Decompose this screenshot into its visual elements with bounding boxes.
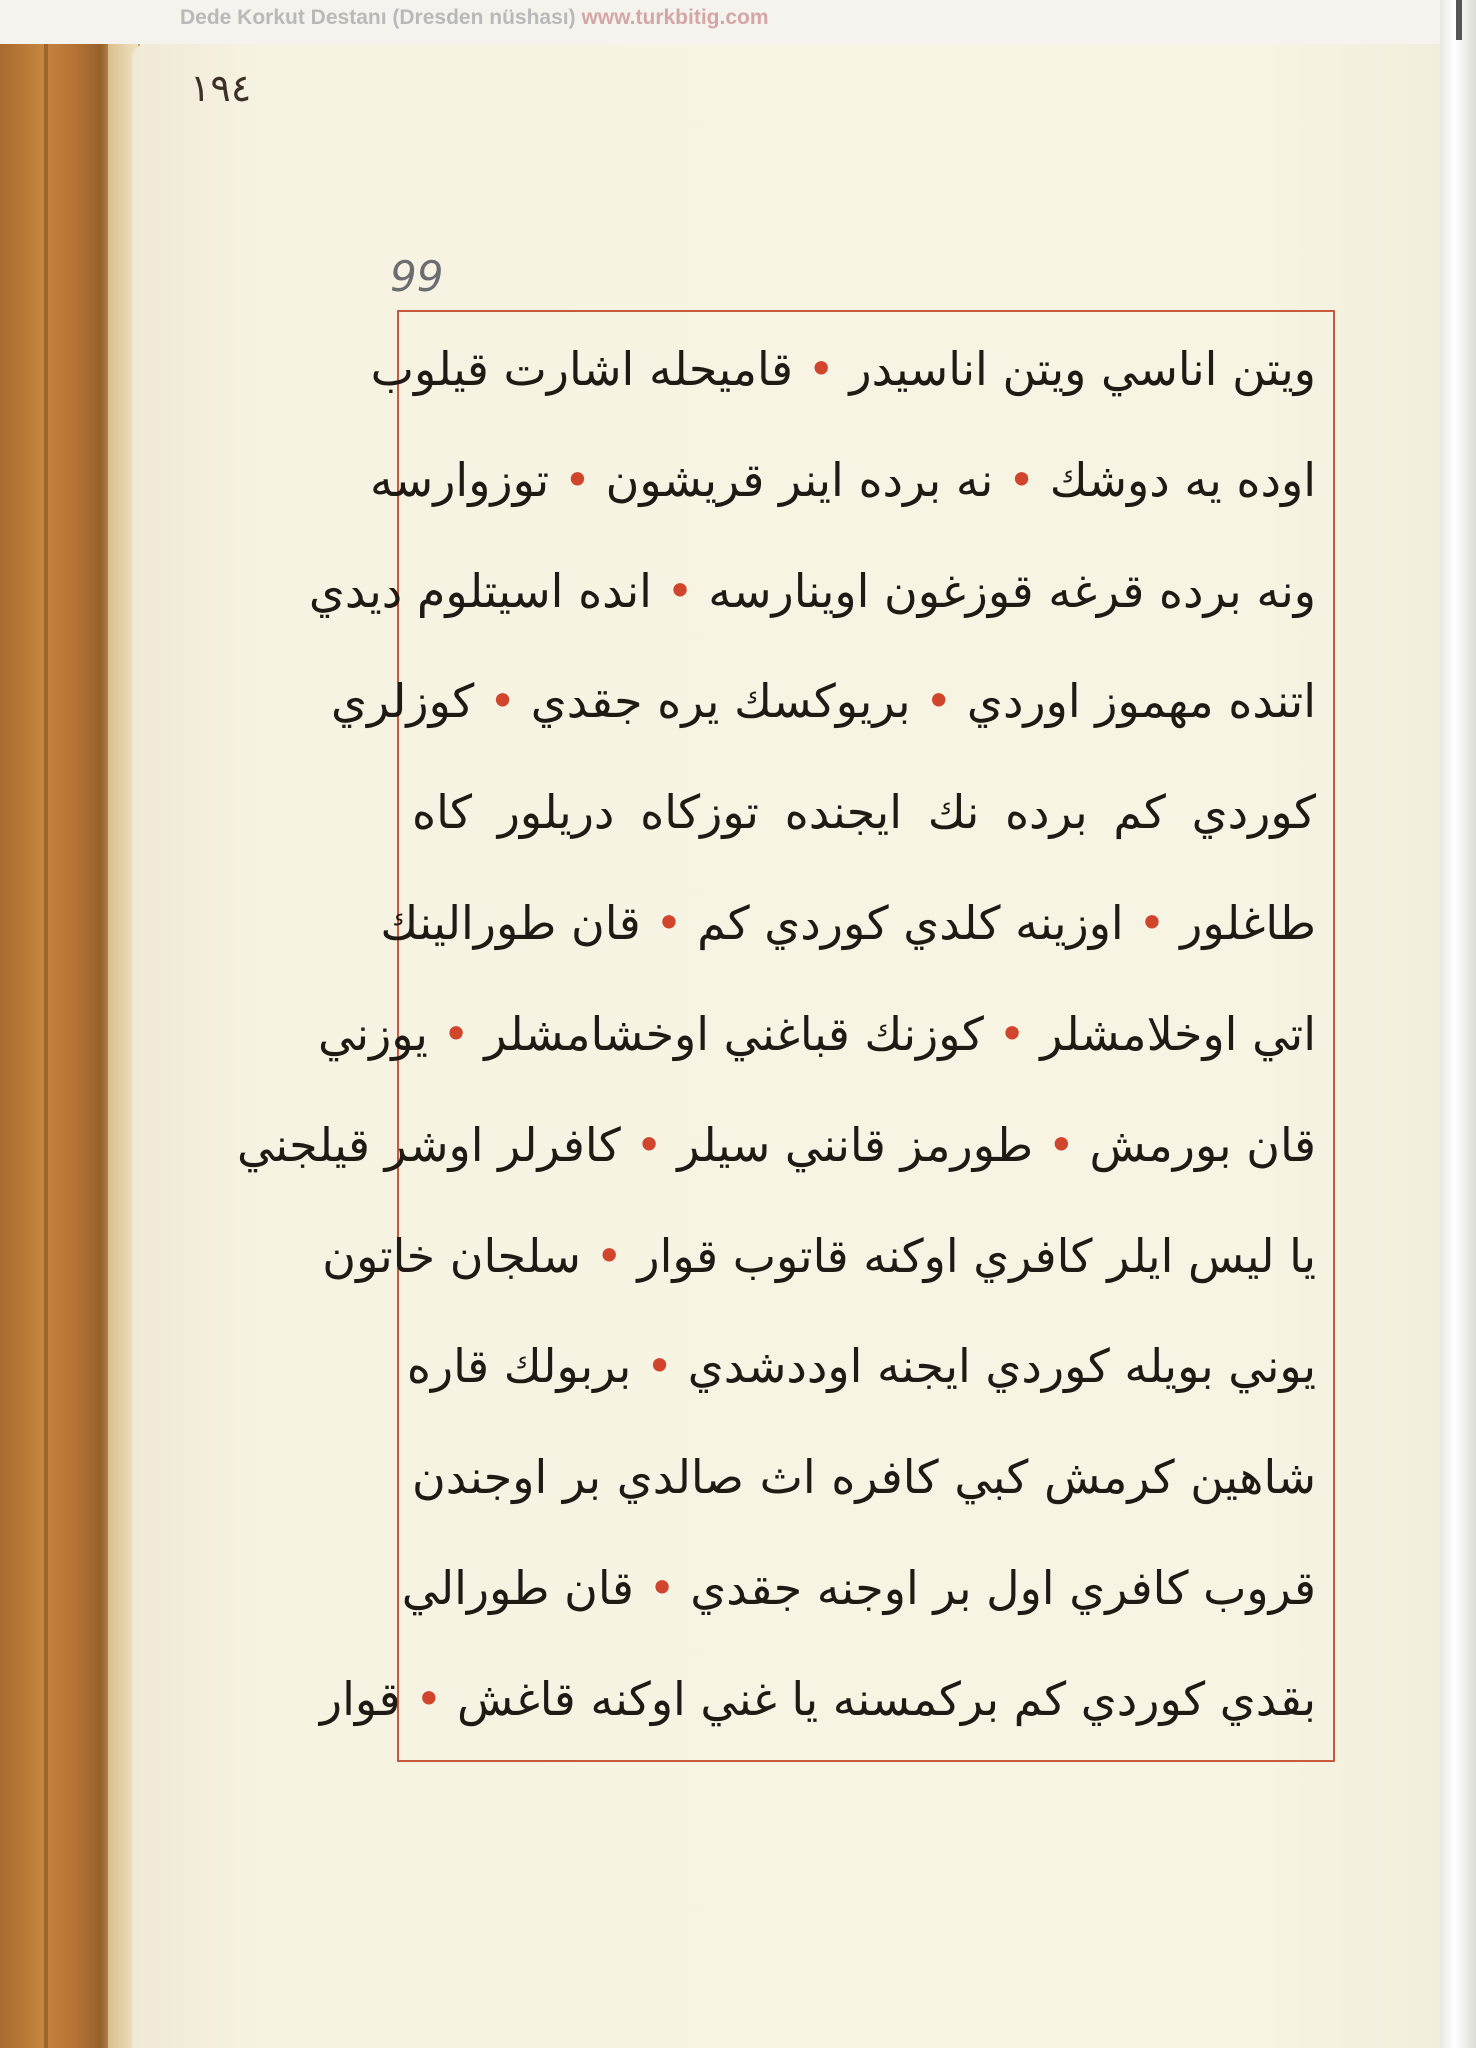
red-punctuation-dot: • — [655, 896, 683, 951]
red-punctuation-dot: • — [807, 342, 835, 396]
red-punctuation-dot: • — [1007, 452, 1036, 507]
watermark-caption — [180, 6, 769, 30]
cover-spine-line — [44, 44, 48, 2048]
manuscript-line: طاغلور • اوزينه كلدي كوردي كم • قان طورالينك — [380, 896, 1316, 951]
manuscript-line: قان بورمش • طورمز قانني سيلر • كافرلر اوشر قيلجني — [236, 1117, 1316, 1172]
red-punctuation-dot: • — [595, 1228, 623, 1283]
red-punctuation-dot: • — [925, 674, 953, 729]
manuscript-line: اوده يه دوشك • نه برده اينر قريشون • توزوارسه — [370, 452, 1316, 507]
folio-number: ١٩٤ — [190, 66, 252, 110]
red-punctuation-dot: • — [563, 452, 591, 507]
watermark-url: www.turkbitig.com — [581, 6, 769, 29]
manuscript-line: بقدي كوردي كم بركمسنه يا غني اوكنه قاغش • قوار — [319, 1671, 1316, 1726]
manuscript-line: شاهين كرمش كبي كافره اث صالدي بر اوجندن — [412, 1450, 1316, 1505]
red-punctuation-dot: • — [648, 1561, 676, 1616]
red-punctuation-dot: • — [645, 1339, 674, 1394]
red-punctuation-dot: • — [998, 1006, 1026, 1061]
red-punctuation-dot: • — [442, 1006, 470, 1061]
manuscript-line: يا ليس ايلر كافري اوكنه قاتوب قوار • سلجان خاتون — [322, 1228, 1316, 1283]
watermark-title: Dede Korkut Destanı (Dresden nüshası) — [180, 6, 576, 29]
manuscript-line: ويتن اناسي ويتن اناسيدر • قاميحله اشارت قيلوب — [370, 342, 1316, 396]
book-cover — [0, 44, 140, 2048]
red-punctuation-dot: • — [488, 674, 517, 729]
manuscript-line: اتي اوخلامشلر • كوزنك قباغني اوخشامشلر • يوزني — [317, 1006, 1316, 1061]
scan-edge-bar — [1456, 0, 1462, 40]
manuscript-line: ونه برده قرغه قوزغون اوينارسه • انده اسيتلوم ديدي — [308, 563, 1316, 618]
manuscript-text — [236, 318, 1316, 1750]
red-punctuation-dot: • — [635, 1117, 663, 1172]
manuscript-line: يوني بويله كوردي ايجنه اوددشدي • بربولك قاره — [406, 1339, 1316, 1394]
manuscript-line: اتنده مهموز اوردي • بريوكسك يره جقدي • كوزلري — [331, 674, 1316, 729]
manuscript-line: كوردي كم برده نك ايجنده توزكاه دريلور كاه — [412, 785, 1316, 840]
red-punctuation-dot: • — [1138, 896, 1166, 951]
red-punctuation-dot: • — [666, 563, 694, 618]
right-page-edge — [1440, 0, 1476, 2048]
red-punctuation-dot: • — [415, 1671, 443, 1726]
red-punctuation-dot: • — [1047, 1117, 1075, 1172]
manuscript-line: قروب كافري اول بر اوجنه جقدي • قان طورالي — [401, 1561, 1316, 1616]
pencil-page-number: 99 — [390, 252, 444, 301]
